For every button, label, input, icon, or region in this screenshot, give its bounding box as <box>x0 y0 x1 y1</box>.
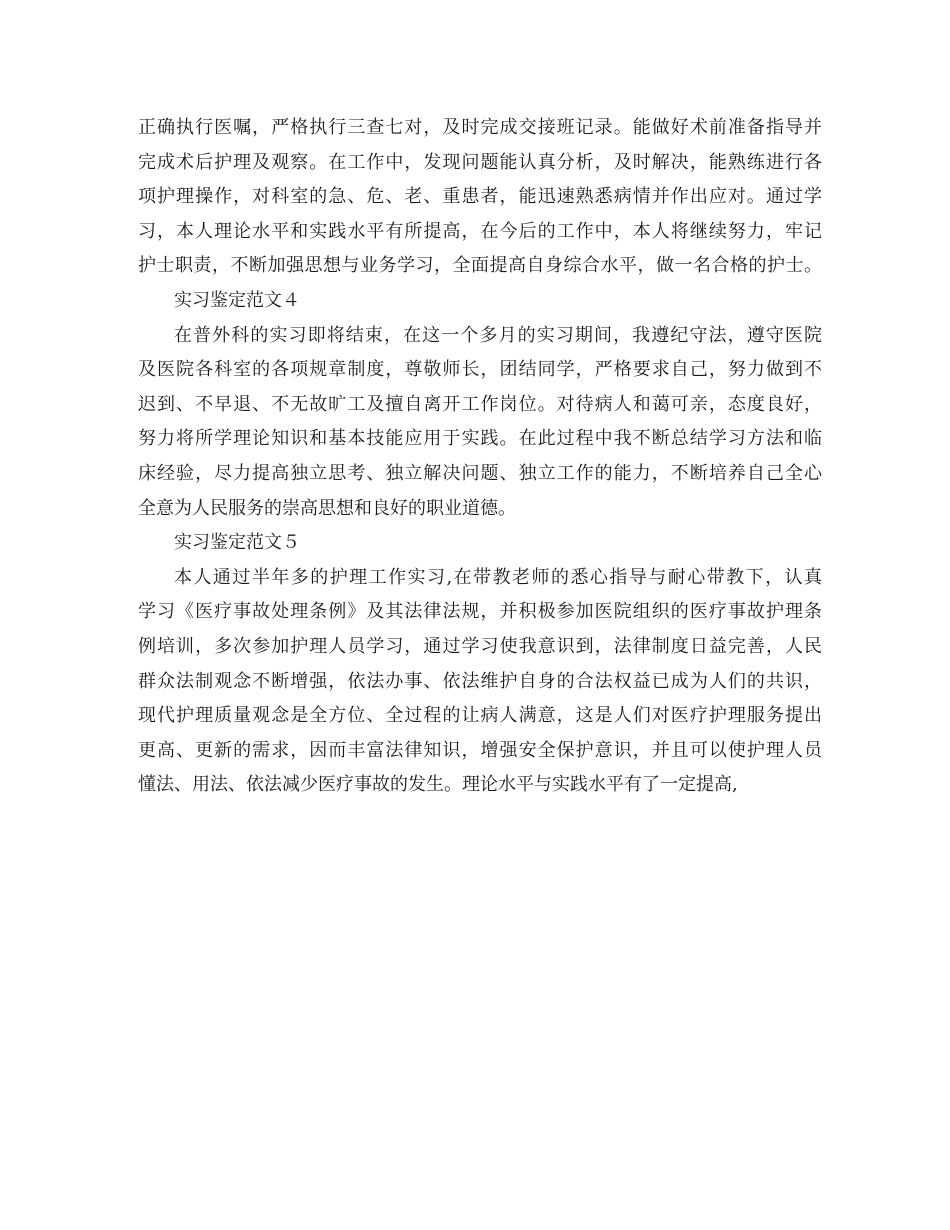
paragraph-line: 项护理操作，对科室的急、危、老、重患者，能迅速熟悉病情并作出应对。通过学 <box>138 186 822 208</box>
paragraph-line: 学习《医疗事故处理条例》及其法律法规，并积极参加医院组织的医疗事故护理条 <box>138 601 822 623</box>
section-heading: 实习鉴定范文５ <box>174 532 300 554</box>
paragraph-line: 努力将所学理论知识和基本技能应用于实践。在此过程中我不断总结学习方法和临 <box>138 428 822 450</box>
paragraph-line: 习，本人理论水平和实践水平有所提高，在今后的工作中，本人将继续努力，牢记 <box>138 220 822 242</box>
paragraph-line: 及医院各科室的各项规章制度，尊敬师长，团结同学，严格要求自己，努力做到不 <box>138 359 822 381</box>
document-body <box>138 111 822 803</box>
paragraph-line: 群众法制观念不断增强，依法办事、依法维护自身的合法权益已成为人们的共识， <box>138 670 822 692</box>
paragraph-line: 更高、更新的需求，因而丰富法律知识，增强安全保护意识，并且可以使护理人员 <box>138 739 822 761</box>
paragraph-line: 在普外科的实习即将结束，在这一个多月的实习期间，我遵纪守法，遵守医院 <box>174 324 822 346</box>
paragraph-line: 床经验，尽力提高独立思考、独立解决问题、独立工作的能力，不断培养自己全心 <box>138 462 822 484</box>
paragraph-line: 护士职责，不断加强思想与业务学习，全面提高自身综合水平，做一名合格的护士。 <box>138 255 822 277</box>
paragraph-line: 全意为人民服务的崇高思想和良好的职业道德。 <box>138 497 516 519</box>
section-heading: 实习鉴定范文４ <box>174 289 300 311</box>
paragraph-line: 正确执行医嘱，严格执行三查七对，及时完成交接班记录。能做好术前准备指导并 <box>138 117 822 138</box>
paragraph-line: 完成术后护理及观察。在工作中，发现问题能认真分析，及时解决，能熟练进行各 <box>138 151 822 173</box>
paragraph-line: 例培训，多次参加护理人员学习，通过学习使我意识到，法律制度日益完善，人民 <box>138 635 822 657</box>
paragraph-line: 迟到、不早退、不无故旷工及擅自离开工作岗位。对待病人和蔼可亲，态度良好， <box>138 393 822 415</box>
paragraph-line: 本人通过半年多的护理工作实习,在带教老师的悉心指导与耐心带教下，认真 <box>174 566 822 588</box>
paragraph-line: 现代护理质量观念是全方位、全过程的让病人满意，这是人们对医疗护理服务提出 <box>138 705 822 727</box>
paragraph-line: 懂法、用法、依法减少医疗事故的发生。理论水平与实践水平有了一定提高, <box>138 774 738 796</box>
